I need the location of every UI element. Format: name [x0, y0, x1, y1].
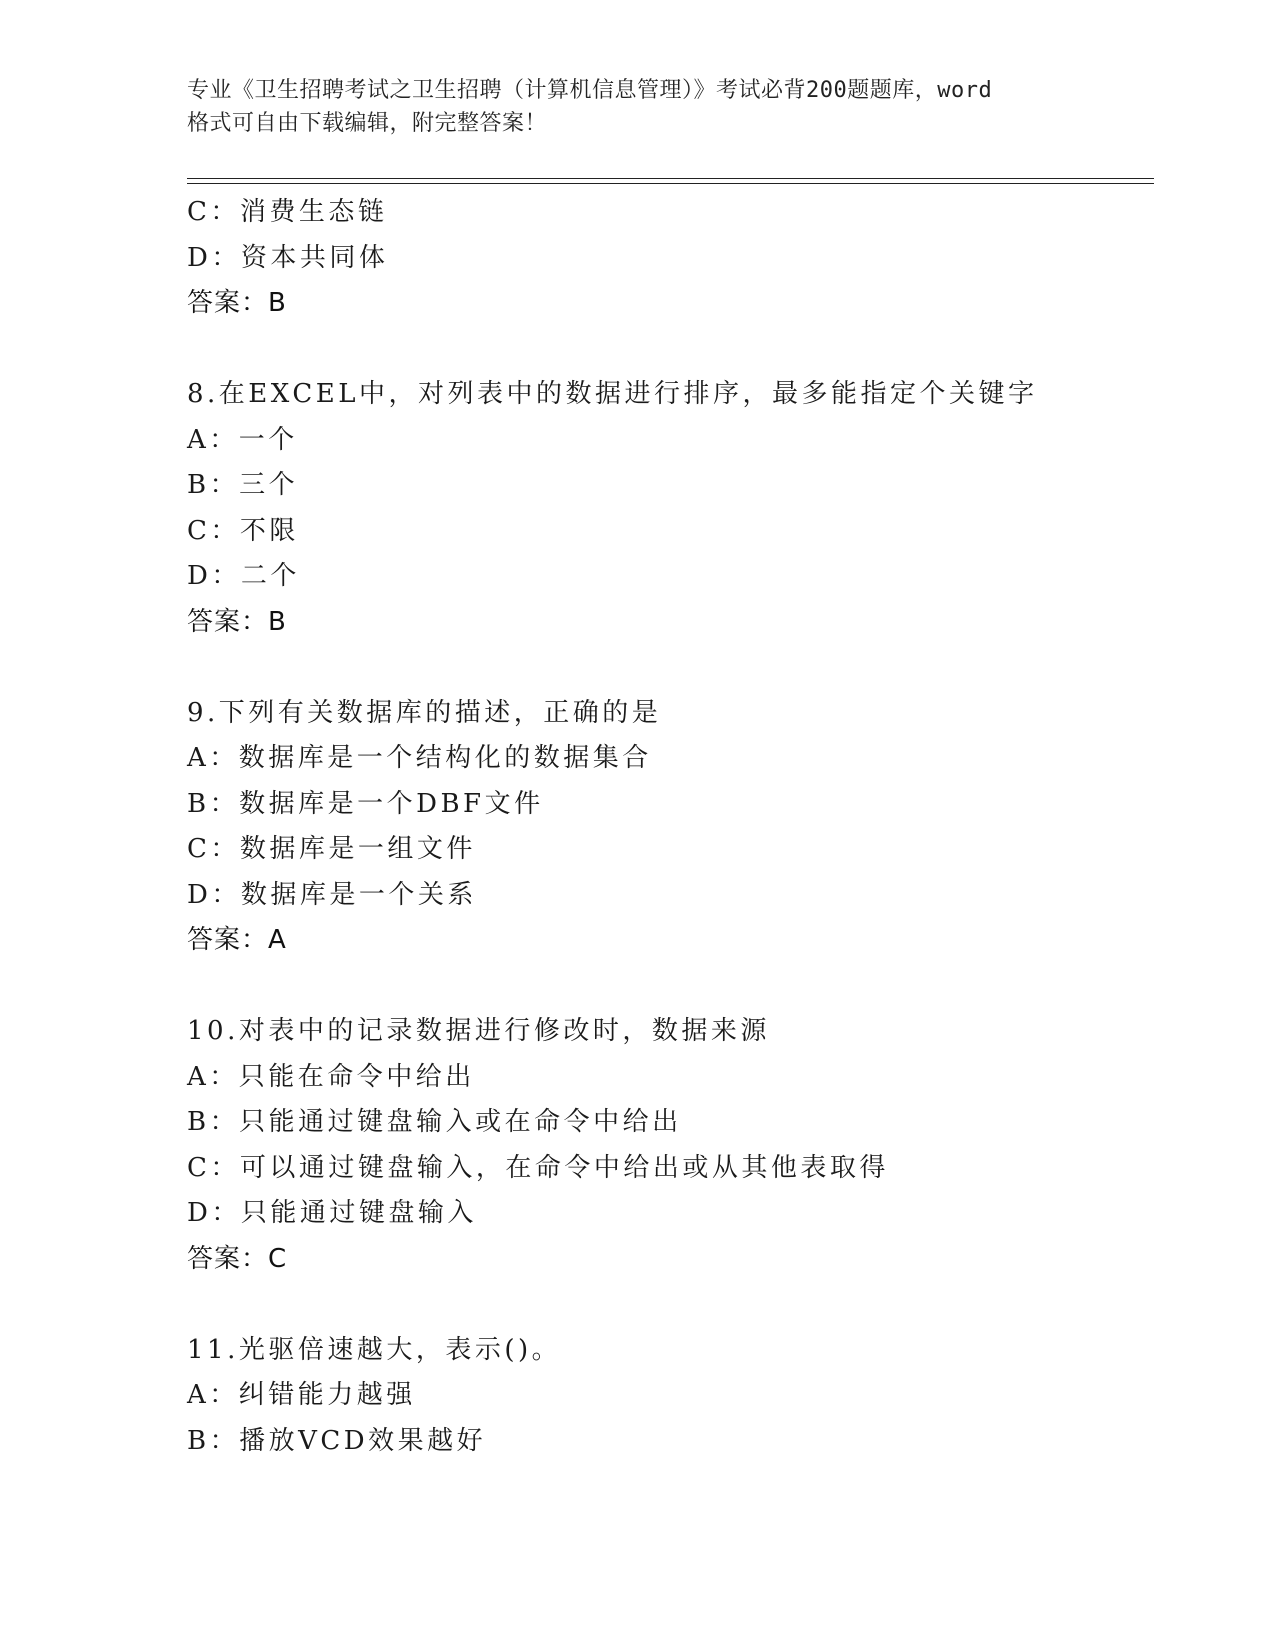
option-text: B：播放VCD效果越好 — [187, 1425, 487, 1456]
option-text: C：可以通过键盘输入，在命令中给出或从其他表取得 — [187, 1152, 889, 1183]
option-text: D：数据库是一个关系 — [187, 879, 477, 910]
option-text: D：只能通过键盘输入 — [187, 1198, 477, 1228]
spacer — [187, 1282, 1147, 1328]
option-text: A：一个 — [187, 424, 298, 455]
spacer — [187, 964, 1147, 1010]
option-text: A：只能在命令中给出 — [187, 1061, 475, 1092]
question-9 — [187, 691, 1147, 964]
option-text: B：数据库是一个DBF文件 — [187, 788, 544, 819]
question-11 — [187, 1328, 1147, 1465]
option-text: C：消费生态链 — [187, 197, 388, 227]
option-text: B：三个 — [187, 470, 299, 500]
question-10 — [187, 1009, 1147, 1282]
question-text: 8.在EXCEL中，对列表中的数据进行排序，最多能指定个关键字 — [187, 379, 1038, 409]
document-header — [187, 74, 1087, 140]
spacer — [187, 645, 1147, 691]
question-text: 11.光驱倍速越大，表示()。 — [187, 1334, 562, 1365]
answer-text: 答案：A — [187, 925, 287, 955]
question-text: 9.下列有关数据库的描述，正确的是 — [187, 697, 662, 728]
header-divider-bottom — [187, 183, 1154, 184]
question-partial — [187, 190, 1147, 327]
option-text: B：只能通过键盘输入或在命令中给出 — [187, 1107, 682, 1137]
answer-text: 答案：B — [187, 606, 287, 637]
question-8 — [187, 372, 1147, 645]
answer-text: 答案：B — [187, 288, 287, 318]
header-line-1: 专业《卫生招聘考试之卫生招聘（计算机信息管理）》考试必背200题题库，word — [187, 78, 993, 103]
option-text: A：数据库是一个结构化的数据集合 — [187, 743, 652, 773]
option-text: C：不限 — [187, 515, 299, 546]
answer-text: 答案：C — [187, 1243, 288, 1274]
option-text: A：纠错能力越强 — [187, 1380, 416, 1410]
option-text: D：二个 — [187, 561, 300, 591]
question-text: 10.对表中的记录数据进行修改时，数据来源 — [187, 1016, 770, 1046]
header-line-2: 格式可自由下载编辑，附完整答案！ — [187, 111, 548, 136]
option-text: C：数据库是一组文件 — [187, 834, 476, 864]
spacer — [187, 327, 1147, 373]
header-divider-top — [187, 178, 1154, 179]
option-text: D：资本共同体 — [187, 242, 389, 273]
question-list — [187, 190, 1147, 1464]
